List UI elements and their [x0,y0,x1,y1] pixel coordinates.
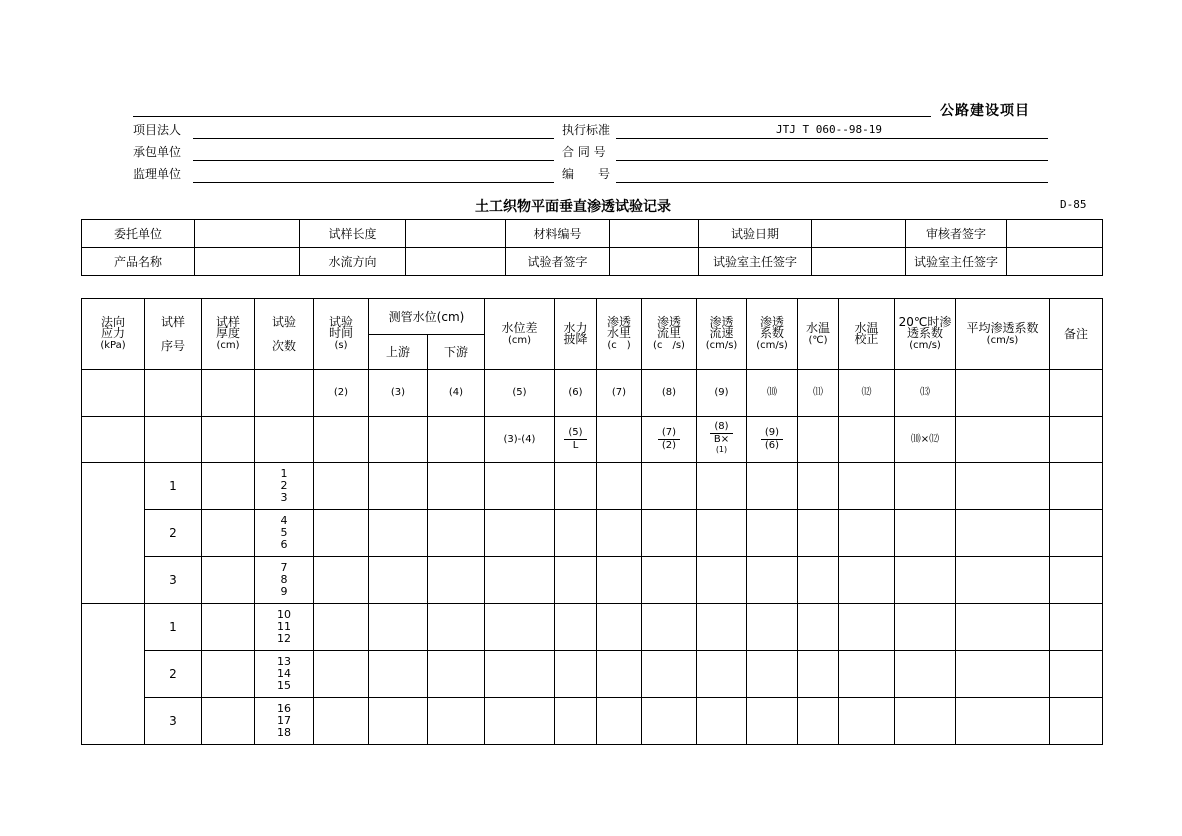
sample-length-value[interactable] [406,220,506,248]
col-hydraulic-drop: 水力 披降 [555,299,597,370]
supervisor-label: 监理单位 [133,167,182,181]
info-table [81,219,1103,276]
material-no-value[interactable] [610,220,699,248]
trial-numbers: 13 14 15 [255,651,314,698]
table-row [82,557,1103,604]
index-13: ⒀ [895,370,956,417]
col-test-time: 试验 时间 (s) [314,299,369,370]
sample-no-cell: 2 [145,651,202,698]
standard-value: JTJ T 060--98-19 [776,123,882,136]
col-downstream: 下游 [428,335,485,370]
info-row-2 [82,248,1103,276]
index-11: ⑾ [798,370,839,417]
index-row [82,370,1103,417]
sample-no-cell: 3 [145,557,202,604]
form-code: D-85 [1060,198,1087,211]
trial-numbers: 1 2 3 [255,463,314,510]
tester-sign-value[interactable] [610,248,699,276]
col-seep-volume: 渗透 水里 (c ) [597,299,642,370]
contract-label: 合 同 号 [562,145,606,159]
main-table [81,298,1103,745]
table-row [82,698,1103,745]
client-unit-value[interactable] [195,220,300,248]
formula-row [82,417,1103,463]
trial-numbers: 7 8 9 [255,557,314,604]
formula-velocity: (8) B× (1) [697,417,747,463]
formula-coef-20: ⑽×⑿ [895,417,956,463]
sample-no-cell: 3 [145,698,202,745]
supervisor-field[interactable] [193,182,554,183]
flow-direction-label: 水流方向 [300,248,406,276]
standard-label: 执行标准 [562,123,611,137]
col-sample-thickness: 试样 厚度 (cm) [202,299,255,370]
table-row [82,463,1103,510]
col-avg-coef: 平均渗透系数 (cm/s) [956,299,1050,370]
form-title: 土工织物平面垂直渗透试验记录 [475,199,671,215]
col-coef-20: 20℃时渗 透系数 (cm/s) [895,299,956,370]
col-sample-no: 试样 序号 [145,299,202,370]
trial-numbers: 4 5 6 [255,510,314,557]
col-seep-coef: 渗透 系数 (cm/s) [747,299,798,370]
index-3: (3) [369,370,428,417]
contractor-label: 承包单位 [133,145,182,159]
index-2: (2) [314,370,369,417]
col-upstream: 上游 [369,335,428,370]
lab-director-sign-label: 试验室主任签字 [699,248,812,276]
index-4: (4) [428,370,485,417]
project-legal-field[interactable] [193,138,554,139]
test-date-value[interactable] [812,220,906,248]
sample-no-cell: 1 [145,604,202,651]
product-name-value[interactable] [195,248,300,276]
col-remarks: 备注 [1050,299,1103,370]
lab-director-sign-label-2: 试验室主任签字 [906,248,1007,276]
flow-direction-value[interactable] [406,248,506,276]
stress-cell-group-1[interactable] [82,463,145,604]
trial-numbers: 10 11 12 [255,604,314,651]
index-7: (7) [597,370,642,417]
table-row [82,510,1103,557]
table-row [82,651,1103,698]
index-9: (9) [697,370,747,417]
stress-cell-group-2[interactable] [82,604,145,745]
title-underline [133,116,931,117]
col-seep-flow: 渗透 流里 (c /s) [642,299,697,370]
project-legal-label: 项目法人 [133,123,182,137]
info-row-1 [82,220,1103,248]
tester-sign-label: 试验者签字 [506,248,610,276]
sample-length-label: 试样长度 [300,220,406,248]
material-no-label: 材料编号 [506,220,610,248]
header-row-1 [82,299,1103,335]
index-6: (6) [555,370,597,417]
lab-director-sign-value-2[interactable] [1007,248,1103,276]
index-8: (8) [642,370,697,417]
project-title: 公路建设项目 [940,103,1030,119]
serial-label: 编 号 [562,167,611,181]
col-seep-velocity: 渗透 流速 (cm/s) [697,299,747,370]
product-name-label: 产品名称 [82,248,195,276]
sample-no-cell: 1 [145,463,202,510]
standard-field[interactable] [616,138,1048,139]
test-date-label: 试验日期 [699,220,812,248]
index-5: (5) [485,370,555,417]
client-unit-label: 委托单位 [82,220,195,248]
contractor-field[interactable] [193,160,554,161]
index-12: ⑿ [839,370,895,417]
col-pipe-level: 测管水位(cm) [369,299,485,335]
sample-no-cell: 2 [145,510,202,557]
formula-drop: $\frac{(5)}{L}$ [555,417,597,463]
table-row [82,604,1103,651]
col-temp-correction: 水温 校正 [839,299,895,370]
reviewer-sign-value[interactable] [1007,220,1103,248]
col-normal-stress: 法向 应力 (kPa) [82,299,145,370]
reviewer-sign-label: 审核者签字 [906,220,1007,248]
serial-field[interactable] [616,182,1048,183]
formula-level-diff: (3)-(4) [485,417,555,463]
col-trial-count: 试验 次数 [255,299,314,370]
contract-field[interactable] [616,160,1048,161]
trial-numbers: 16 17 18 [255,698,314,745]
col-level-diff: 水位差 (cm) [485,299,555,370]
lab-director-sign-value[interactable] [812,248,906,276]
formula-coef: $\frac{(9)}{(6)}$ [747,417,798,463]
col-water-temp: 水温 (℃) [798,299,839,370]
formula-flow: $\frac{(7)}{(2)}$ [642,417,697,463]
index-10: ⑽ [747,370,798,417]
